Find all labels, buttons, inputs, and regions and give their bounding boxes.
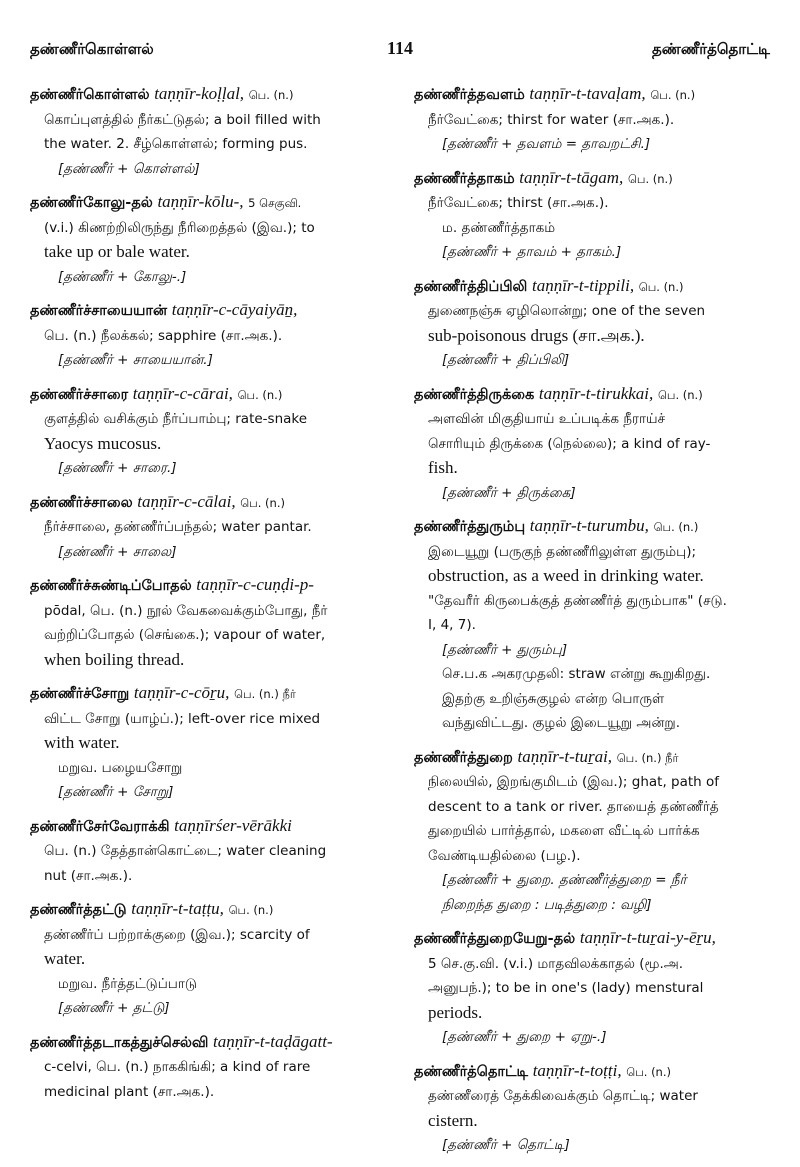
definition-line: 5 செ.கு.வி. (v.i.) மாதவிலக்காதல் (மூ.அ. — [428, 955, 684, 972]
etymology: [தண்ணீர் + சாலை] — [58, 543, 177, 560]
etymology: [தண்ணீர் + தாவம் + தாகம்.] — [442, 244, 622, 260]
transliteration: taṇṇīr-c-cārai, — [132, 383, 233, 403]
transliteration: taṇṇīr-t-turumbu, — [529, 516, 649, 535]
transliteration: taṇṇīrśer-vērākki — [174, 815, 292, 835]
headword: தண்ணீர்ச்சாயையான் — [30, 303, 168, 319]
grammar-tag: பெ. (n.) — [627, 171, 673, 186]
grammar-tag: பெ. (n.) — [653, 520, 699, 534]
grammar-tag: பெ. (n.) நீர் — [234, 687, 296, 701]
transliteration: taṇṇīr-t-tāgam, — [519, 167, 624, 187]
page-header — [30, 34, 770, 64]
grammar-tag: பெ. (n.) — [237, 387, 283, 402]
grammar-tag: பெ. (n.) — [240, 495, 285, 510]
headword: தண்ணீர்கொள்ளல் — [30, 87, 150, 103]
definition-line: அனுபந்.); to be in one's (lady) menstural — [428, 980, 704, 996]
synonym-note: மறுவ. பழையசோறு — [58, 759, 183, 776]
transliteration: taṇṇīr-t-tavaḷam, — [529, 84, 646, 103]
headword: தண்ணீர்த்தவளம் — [414, 87, 525, 103]
definition-line: the water. 2. சீழ்கொள்ளல்; forming pus. — [44, 136, 308, 152]
transliteration: taṇṇīr-c-cōṟu, — [133, 683, 230, 702]
transliteration: taṇṇīr-t-taḍāgatt- — [213, 1031, 333, 1051]
dictionary-entry — [414, 1059, 770, 1158]
grammar-tag: பெ. (n.) — [657, 387, 703, 402]
definition-line: நீர்வேட்கை; thirst (சா.அக.). — [428, 195, 609, 211]
dictionary-entry — [30, 298, 386, 373]
headword: தண்ணீர்த்துறையேறு-தல் — [414, 931, 576, 947]
transliteration: taṇṇīr-kōlu-, — [157, 192, 244, 211]
definition-line: (v.i.) கிணற்றிலிருந்து நீரிறைத்தல் (இவ.); to — [44, 219, 315, 236]
definition-line: when boiling thread. — [44, 649, 185, 669]
grammar-tag: பெ. (n.) — [626, 1064, 671, 1079]
definition-line: cistern. — [428, 1110, 478, 1130]
definition-line: துணைநஞ்சு ஏழிலொன்று; one of the seven — [428, 303, 706, 319]
etymology: [தண்ணீர் + கொள்ளல்] — [58, 160, 200, 177]
definition-line: c-celvi, பெ. (n.) நாககிங்கி; a kind of rare — [44, 1059, 311, 1075]
definition-line: பெ. (n.) நீலக்கல்; sapphire (சா.அக.). — [44, 327, 283, 344]
dictionary-entry — [30, 681, 386, 805]
dictionary-entry — [414, 274, 770, 373]
etymology: [தண்ணீர் + சாரை.] — [58, 460, 177, 476]
headword: தண்ணீர்ச்சோறு — [30, 686, 130, 702]
grammar-tag: பெ. (n.) — [638, 279, 684, 294]
definition-line: தண்ணீரைத் தேக்கிவைக்கும் தொட்டி; water — [428, 1088, 698, 1104]
headword: தண்ணீர்த்தாகம் — [414, 170, 515, 187]
dictionary-entry — [30, 490, 386, 565]
definition-line: obstruction, as a weed in drinking water. — [428, 566, 704, 585]
dictionary-entry — [414, 166, 770, 265]
cognate-note: ம. தண்ணீர்த்தாகம் — [442, 219, 556, 236]
transliteration: taṇṇīr-c-cālai, — [137, 491, 236, 511]
header-left-guideword: தண்ணீர்கொள்ளல் — [30, 40, 154, 58]
right-column — [414, 82, 770, 1167]
definition-line: நிலையில், இறங்குமிடம் (இவ.); ghat, path of — [428, 774, 720, 790]
definition-line: நீர்ச்சாலை, தண்ணீர்ப்பந்தல்; water pantar. — [44, 519, 312, 535]
dictionary-entry — [30, 897, 386, 1021]
definition-line: medicinal plant (சா.அக.). — [44, 1083, 215, 1100]
transliteration: taṇṇīr-t-taṭṭu, — [131, 899, 224, 918]
etymology: [தண்ணீர் + திருக்கை] — [442, 484, 576, 501]
definition-line: தண்ணீர்ப் பற்றாக்குறை (இவ.); scarcity of — [44, 926, 310, 943]
transliteration: taṇṇīr-koḷḷal, — [154, 84, 245, 103]
headword: தண்ணீர்ச்சாலை — [30, 494, 133, 511]
definition-line: குளத்தில் வசிக்கும் நீர்ப்பாம்பு; rate-snake — [44, 411, 308, 427]
dictionary-entry — [30, 382, 386, 481]
dictionary-entry — [30, 1030, 386, 1105]
definition-line: Yaocys mucosus. — [44, 433, 162, 453]
headword: தண்ணீர்த்தடாகத்துச்செல்வி — [30, 1034, 209, 1051]
grammar-tag: பெ. (n.) — [228, 903, 274, 917]
headword: தண்ணீர்த்தட்டு — [30, 902, 127, 918]
proverb: துறையில் பார்த்தால், மகளை வீட்டில் பார்க்க — [428, 823, 700, 839]
definition-line: நீர்வேட்கை; thirst for water (சா.அக.). — [428, 111, 675, 128]
editorial-note: செ.ப.க அகரமுதலி: straw என்று கூறுகிறது. — [442, 666, 711, 682]
etymology: [தண்ணீர் + தவளம் = தாவறட்சி.] — [442, 136, 651, 152]
definition-line: pōdal, பெ. (n.) நூல் வேகவைக்கும்போது, நீர் — [44, 602, 328, 619]
dictionary-entry — [414, 382, 770, 506]
definition-line: with water. — [44, 733, 120, 752]
definition-line: sub-poisonous drugs (சா.அக.). — [428, 325, 645, 345]
transliteration: taṇṇīr-t-toṭṭi, — [532, 1060, 622, 1080]
grammar-tag: பெ. (n.) நீர் — [616, 750, 679, 765]
dictionary-entry — [414, 745, 770, 918]
etymology: நிறைந்த துறை : படித்துறை : வழி] — [442, 896, 652, 913]
left-column — [30, 82, 386, 1113]
transliteration: taṇṇīr-c-cuṇḍi-p- — [196, 575, 314, 594]
definition-line: பெ. (n.) தேத்தான்கொட்டை; water cleaning — [44, 843, 327, 859]
definition-line: அளவின் மிகுதியாய் உப்படிக்க நீராய்ச் — [428, 411, 666, 427]
headword: தண்ணீர்த்திருக்கை — [414, 386, 535, 403]
editorial-note: வந்துவிட்டது. குழல் இடையூறு அன்று. — [442, 715, 680, 731]
citation: I, 4, 7). — [428, 617, 476, 633]
transliteration: taṇṇīr-t-tuṟai-y-ēṟu, — [579, 928, 716, 947]
headword: தண்ணீர்த்தொட்டி — [414, 1063, 529, 1080]
transliteration: taṇṇīr-c-cāyaiyāṉ, — [171, 300, 298, 319]
etymology: [தண்ணீர் + கோலு-.] — [58, 268, 187, 285]
etymology: [தண்ணீர் + தொட்டி] — [442, 1137, 570, 1153]
etymology: [தண்ணீர் + தட்டு] — [58, 1000, 170, 1016]
etymology: [தண்ணீர் + துறை + ஏறு-.] — [442, 1029, 607, 1045]
transliteration: taṇṇīr-t-tirukkai, — [538, 383, 654, 403]
definition-line: கொப்புளத்தில் நீர்கட்டுதல்; a boil filled with — [44, 111, 321, 128]
headword: தண்ணீர்த்துறை — [414, 749, 513, 766]
definition-line: periods. — [428, 1002, 483, 1022]
dictionary-entry — [30, 814, 386, 889]
headword: தண்ணீர்த்துரும்பு — [414, 519, 526, 535]
definition-line: வற்றிப்போதல் (செங்கை.); vapour of water, — [44, 627, 326, 643]
dictionary-entry — [414, 514, 770, 736]
transliteration: taṇṇīr-t-tippili, — [531, 275, 635, 295]
headword: தண்ணீர்த்திப்பிலி — [414, 278, 528, 295]
headword: தண்ணீர்கோலு-தல் — [30, 195, 153, 211]
transliteration: taṇṇīr-t-tuṟai, — [517, 746, 613, 766]
headword: தண்ணீர்ச்சுண்டிப்போதல் — [30, 578, 192, 594]
citation: "தேவரீர் கிருபைக்குத் தண்ணீர்த் துரும்பாக" (சடு. — [428, 592, 727, 609]
dictionary-entry — [414, 926, 770, 1050]
definition-line: descent to a tank or river. தாயைத் தண்ணீர்த் — [428, 798, 719, 815]
etymology: [தண்ணீர் + சோறு] — [58, 784, 174, 800]
grammar-tag: பெ. (n.) — [248, 88, 294, 102]
dictionary-entry — [414, 82, 770, 157]
editorial-note: இதற்கு உறிஞ்சுகுழல் என்ற பொருள் — [442, 690, 665, 707]
proverb: வேண்டியதில்லை (பழ.). — [428, 847, 581, 864]
definition-line: இடையூறு (பருகுந் தண்ணீரிலுள்ள துரும்பு); — [428, 543, 697, 560]
headword: தண்ணீர்சேர்வேராக்கி — [30, 818, 170, 835]
definition-line: nut (சா.அக.). — [44, 867, 133, 884]
grammar-tag: 5 செகுவி. — [248, 196, 302, 210]
definition-line: water. — [44, 949, 86, 968]
page-number: 114 — [386, 38, 413, 58]
definition-line: சொரியும் திருக்கை (நெல்லை); a kind of ray- — [428, 435, 711, 452]
dictionary-entry — [30, 190, 386, 289]
etymology: [தண்ணீர் + துறை. தண்ணீர்த்துறை = நீர் — [442, 872, 687, 888]
headword: தண்ணீர்ச்சாரை — [30, 386, 129, 403]
etymology: [தண்ணீர் + திப்பிலி] — [442, 352, 570, 368]
definition-line: fish. — [428, 458, 458, 477]
etymology: [தண்ணீர் + சாயையான்.] — [58, 352, 213, 368]
header-right-guideword: தண்ணீர்த்தொட்டி — [652, 40, 770, 58]
etymology: [தண்ணீர் + துரும்பு] — [442, 641, 568, 658]
grammar-tag: பெ. (n.) — [650, 88, 696, 102]
definition-line: take up or bale water. — [44, 242, 190, 261]
dictionary-entry — [30, 82, 386, 181]
definition-line: விட்ட சோறு (யாழ்ப்.); left-over rice mixed — [44, 710, 321, 727]
dictionary-entry — [30, 573, 386, 672]
synonym-note: மறுவ. நீர்த்தட்டுப்பாடு — [58, 975, 197, 992]
